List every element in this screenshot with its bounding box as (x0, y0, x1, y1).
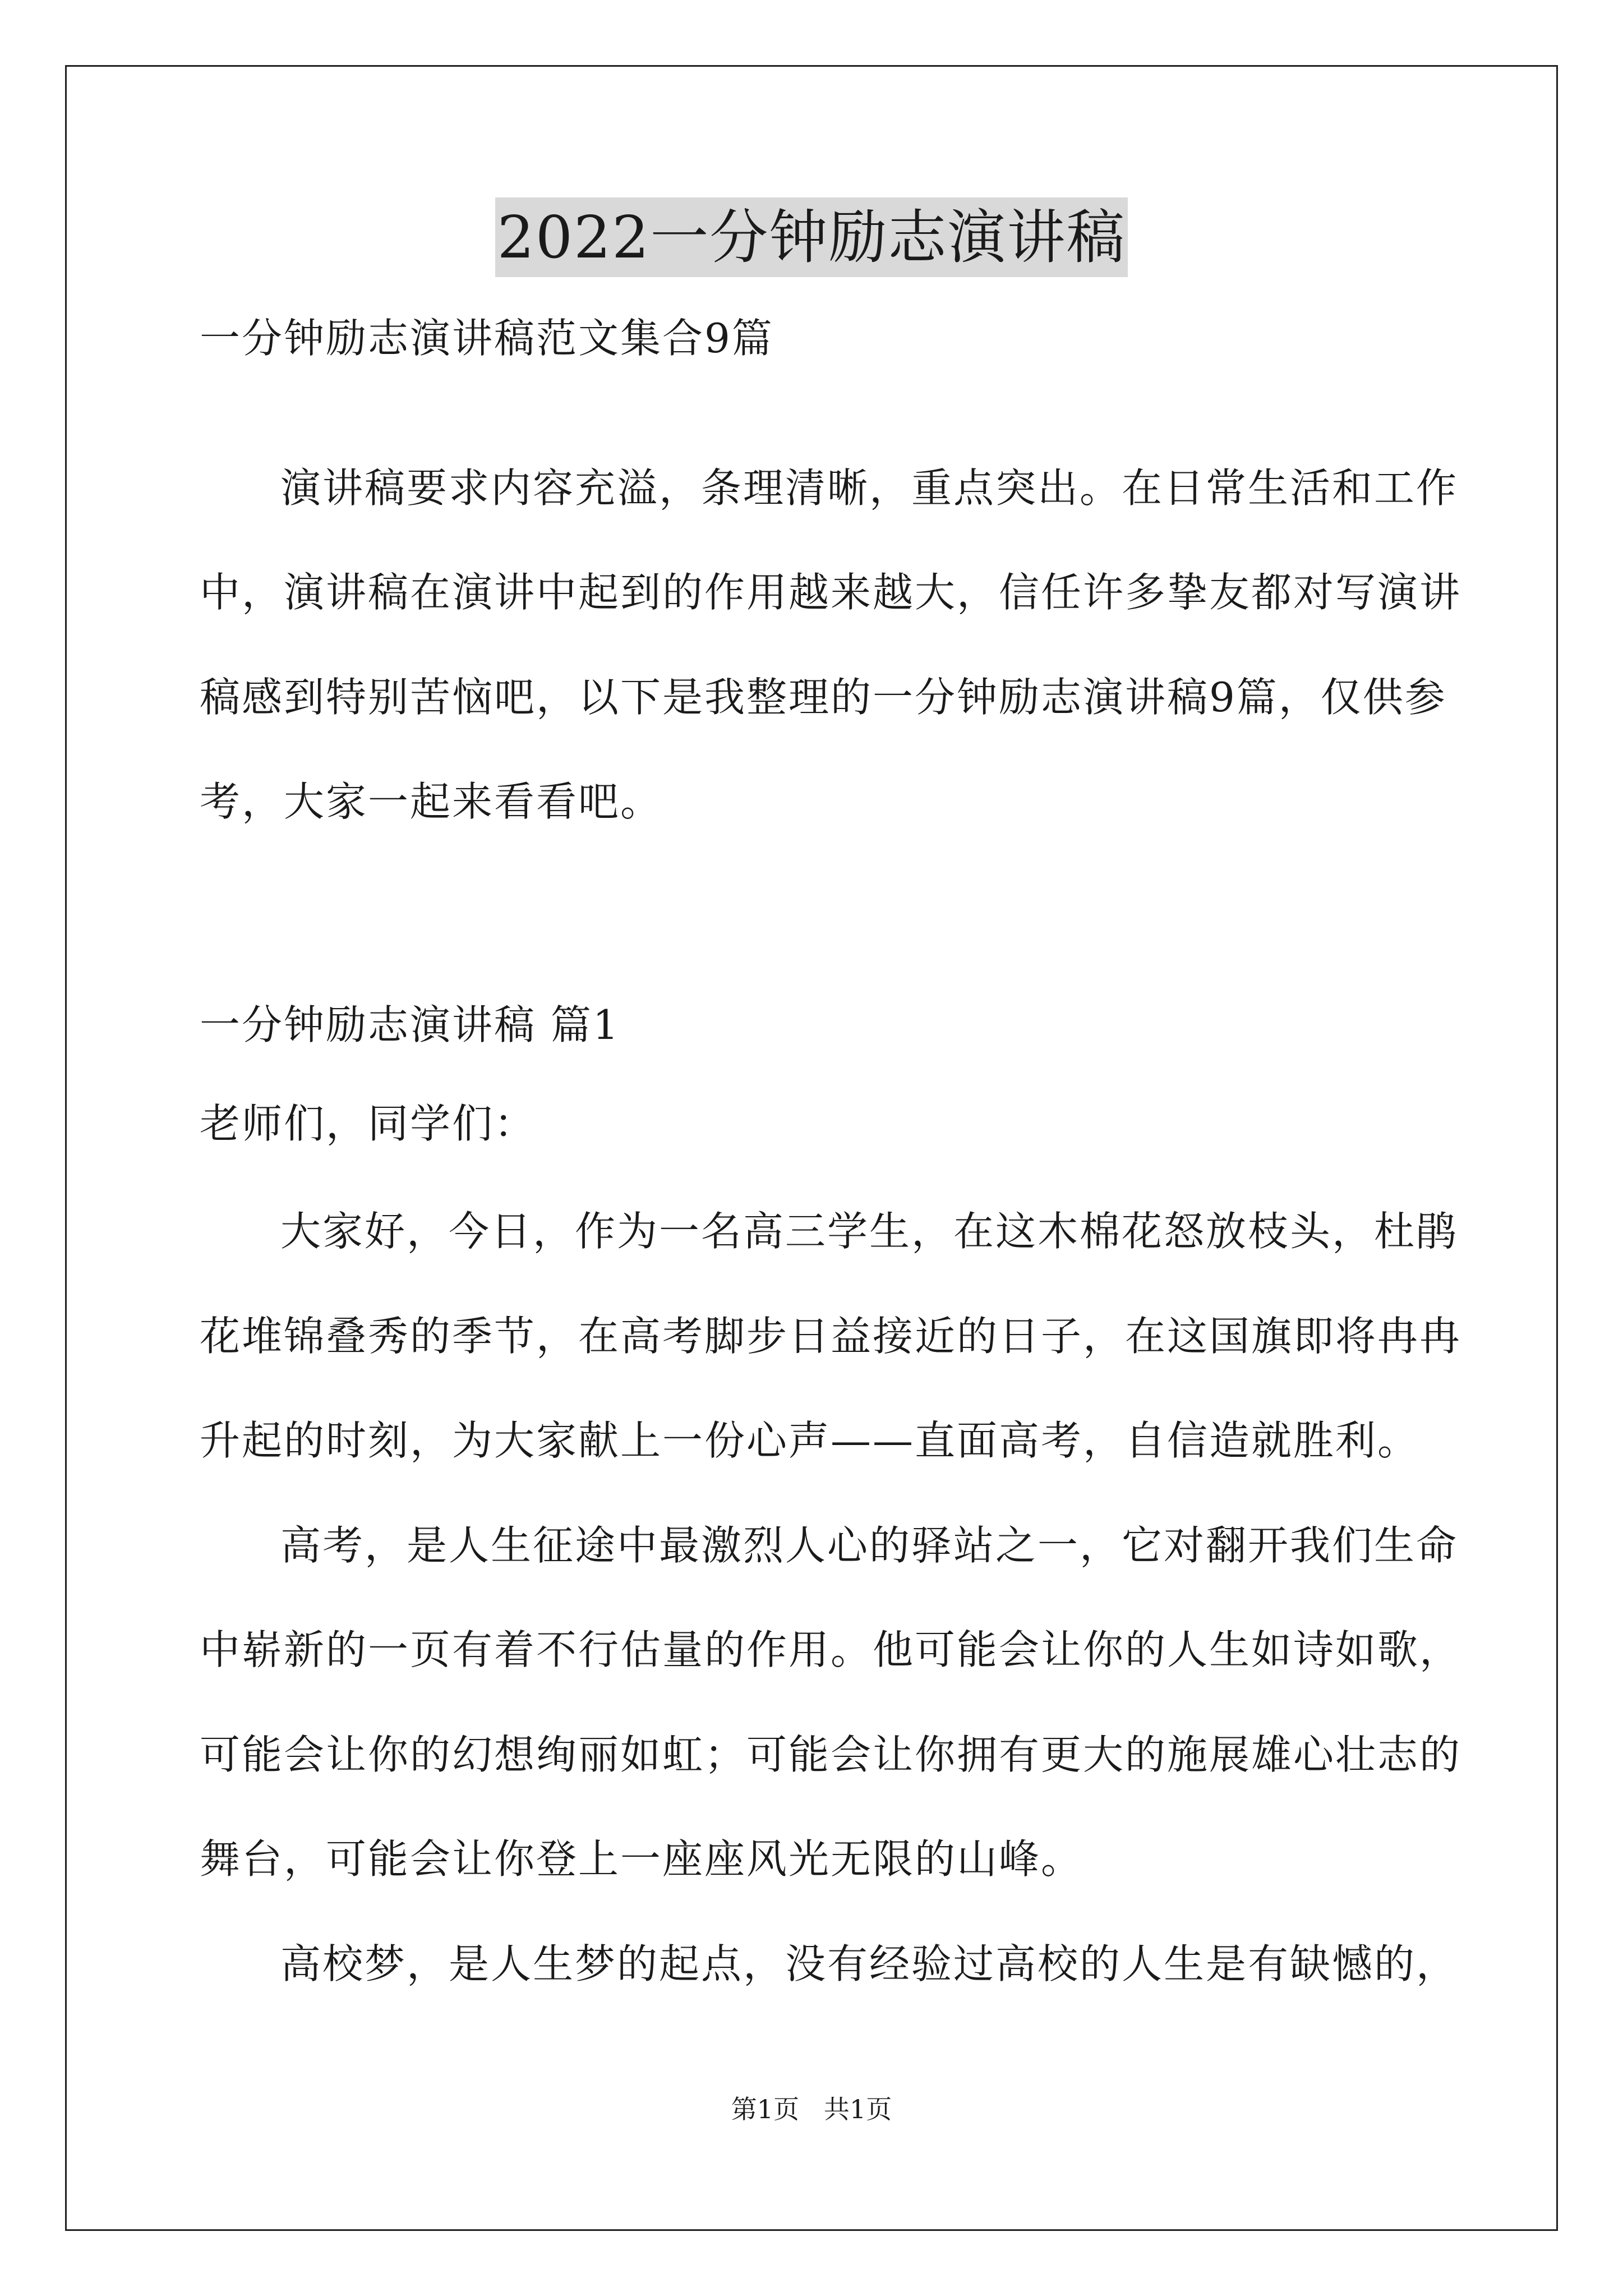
paragraph-line: 可能会让你的幻想绚丽如虹；可能会让你拥有更大的施展雄心壮志的 (200, 1731, 1462, 1778)
paragraph-line: 中崭新的一页有着不行估量的作用。他可能会让你的人生如诗如歌， (200, 1626, 1462, 1673)
intro-line: 稿感到特别苦恼吧，以下是我整理的一分钟励志演讲稿9篇，仅供参 (200, 674, 1447, 721)
section-heading: 一分钟励志演讲稿 篇1 (200, 1001, 620, 1048)
greeting: 老师们，同学们： (200, 1100, 537, 1147)
document-title: 2022一分钟励志演讲稿 (495, 197, 1128, 277)
document-subtitle: 一分钟励志演讲稿范文集合9篇 (200, 315, 774, 362)
paragraph-line: 高校梦，是人生梦的起点，没有经验过高校的人生是有缺憾的， (280, 1940, 1459, 1987)
paragraph-line: 大家好，今日，作为一名高三学生，在这木棉花怒放枝头，杜鹃 (280, 1208, 1459, 1255)
intro-line: 演讲稿要求内容充溢，条理清晰，重点突出。在日常生活和工作 (280, 464, 1459, 512)
title-container (0, 197, 1623, 277)
paragraph-line: 舞台，可能会让你登上一座座风光无限的山峰。 (200, 1835, 1083, 1883)
paragraph-line: 升起的时刻，为大家献上一份心声——直面高考，自信造就胜利。 (200, 1417, 1420, 1464)
intro-line: 考，大家一起来看看吧。 (200, 778, 663, 825)
page-footer: 第1页 共1页 (731, 2094, 892, 2124)
intro-line: 中，演讲稿在演讲中起到的作用越来越大，信任许多挚友都对写演讲 (200, 569, 1462, 616)
paragraph-line: 花堆锦叠秀的季节，在高考脚步日益接近的日子，在这国旗即将冉冉 (200, 1313, 1462, 1360)
paragraph-line: 高考，是人生征途中最激烈人心的驿站之一，它对翻开我们生命 (280, 1522, 1459, 1569)
